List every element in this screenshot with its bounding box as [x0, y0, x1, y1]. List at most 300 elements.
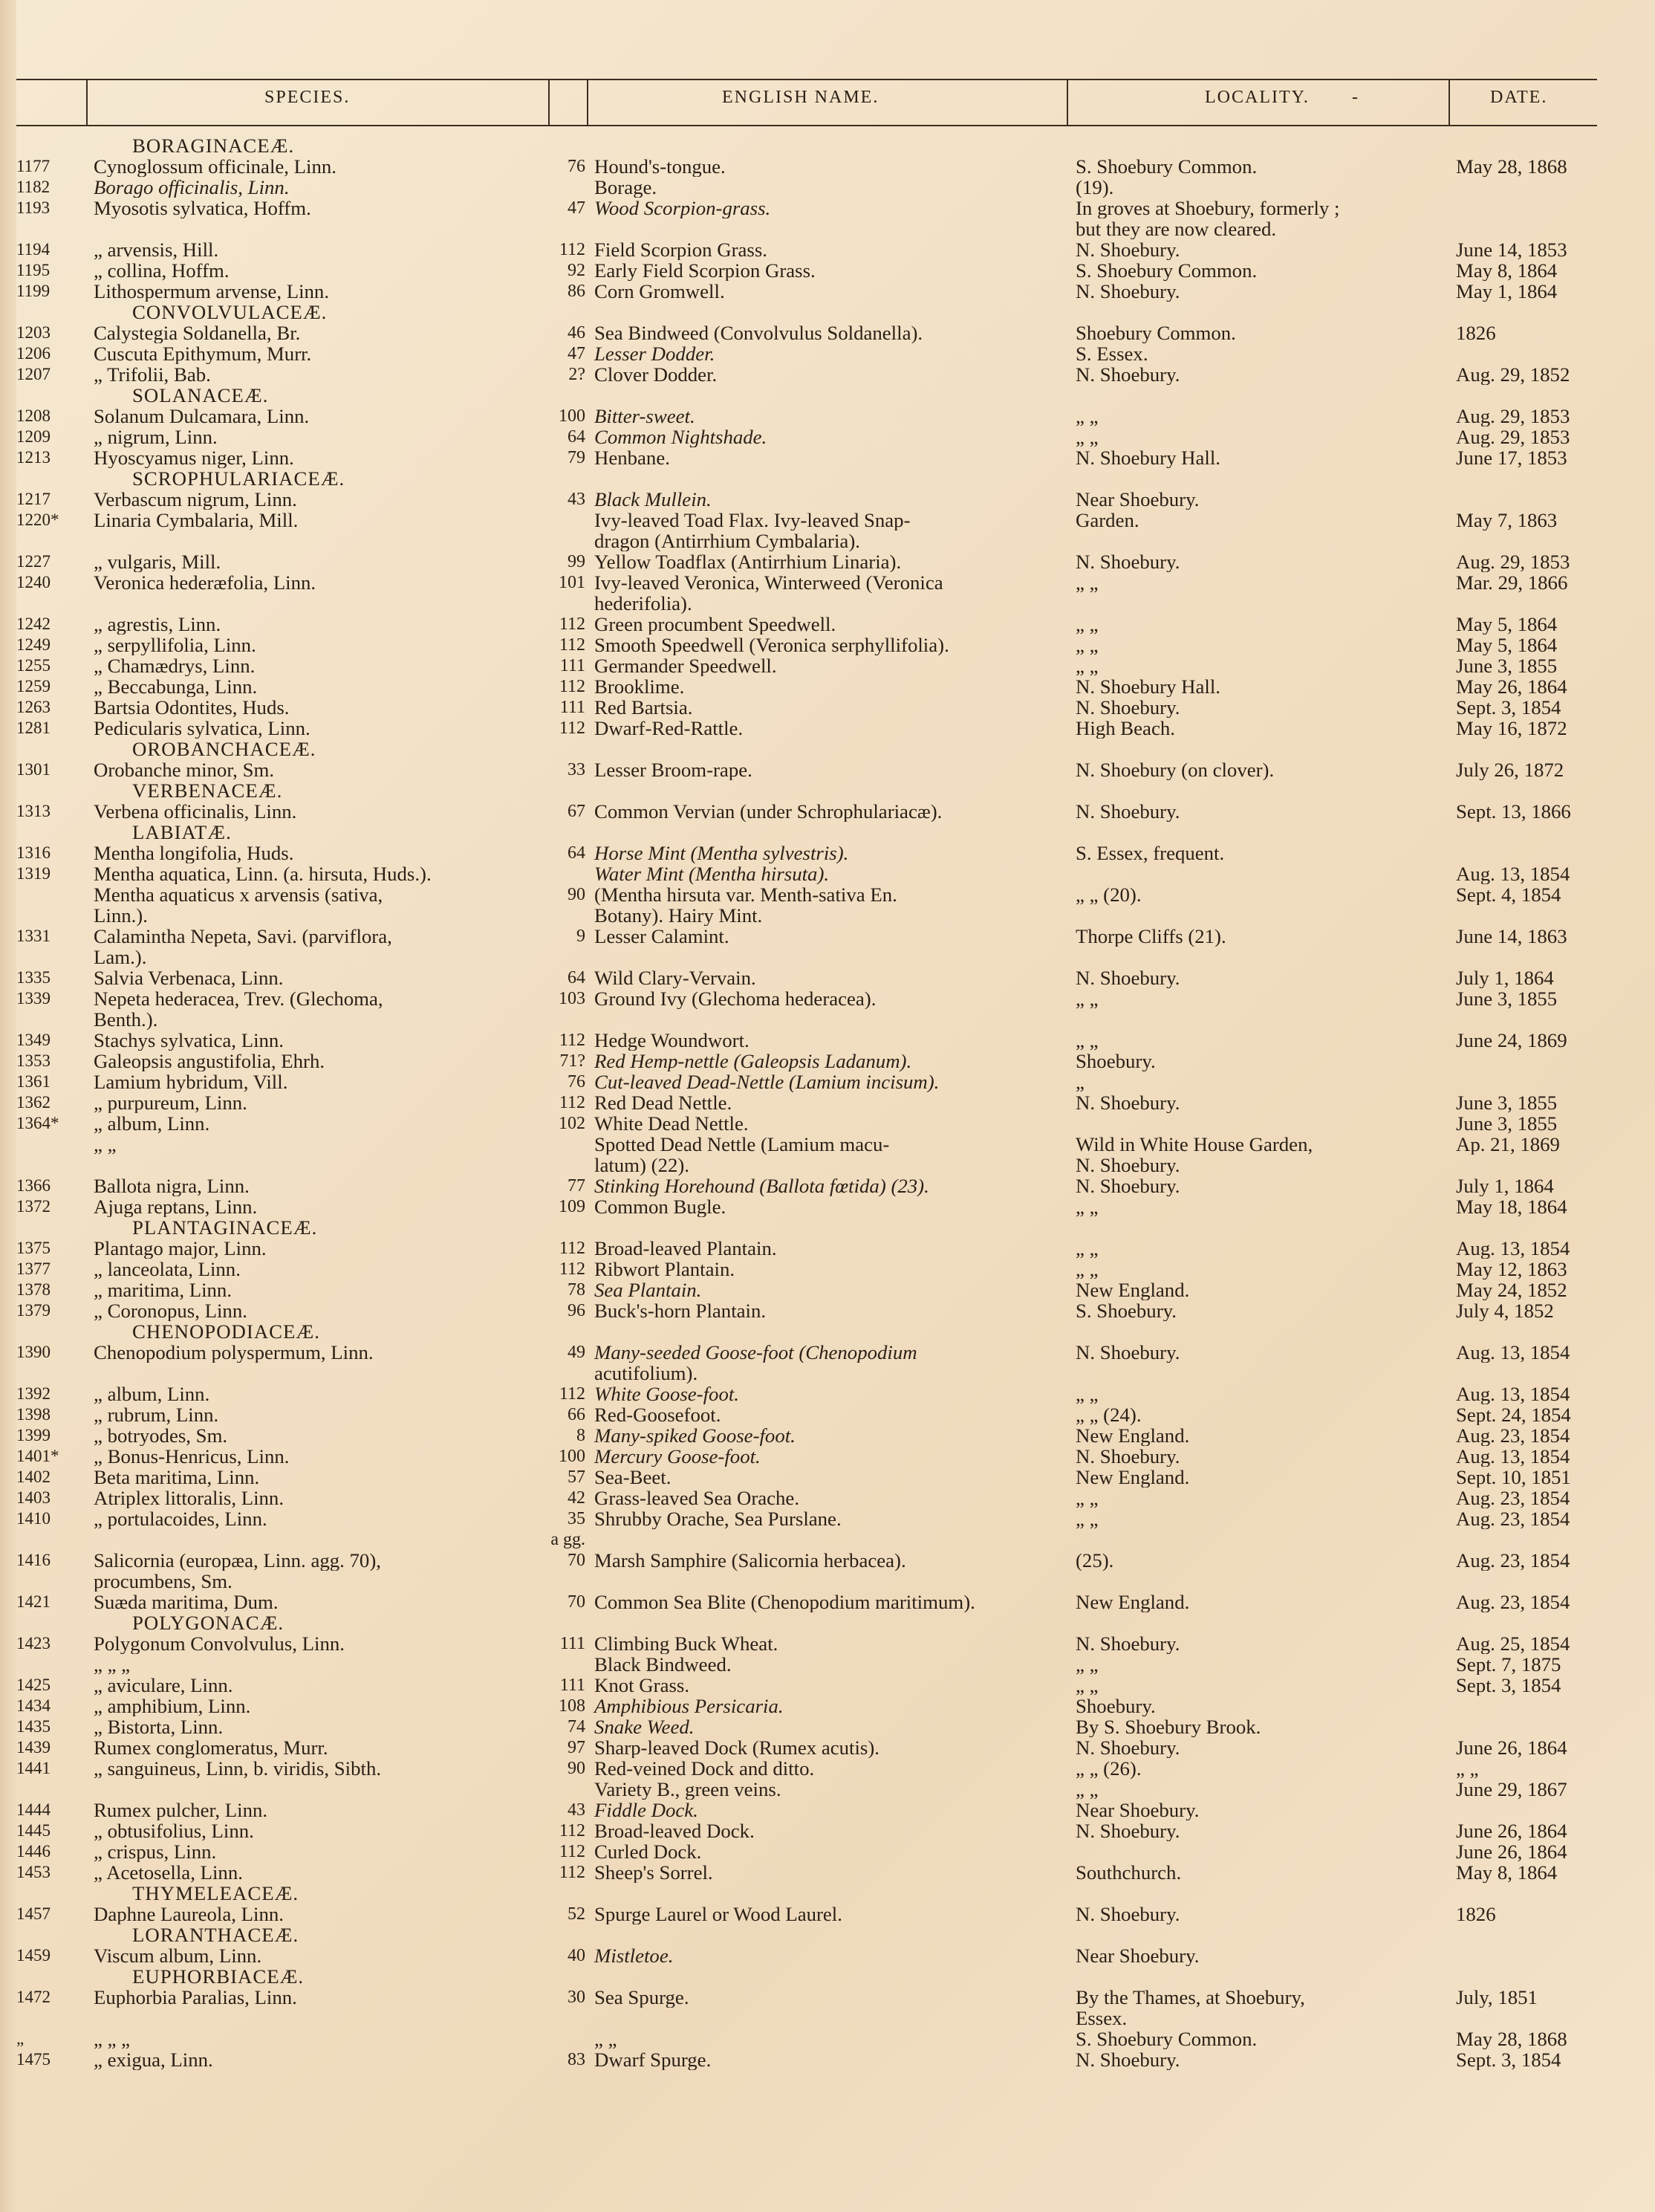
date: Aug. 23, 1854 — [1456, 1425, 1570, 1446]
table-row — [0, 1904, 1597, 1924]
plate-number: 30 — [568, 1988, 585, 2007]
record-number: 1361 — [16, 1072, 51, 1091]
date — [1447, 218, 1597, 239]
locality — [1067, 1321, 1447, 1342]
date: May 26, 1864 — [1456, 676, 1567, 697]
plate-number: 42 — [568, 1488, 585, 1508]
record-number — [0, 1529, 88, 1550]
locality: New England. — [1076, 1467, 1190, 1488]
record-number — [0, 218, 88, 239]
table-row — [0, 1425, 1597, 1446]
date: Aug. 29, 1853 — [1456, 406, 1570, 426]
column-divider — [86, 80, 88, 126]
date — [1447, 1696, 1597, 1716]
family-name: BORAGINACEÆ. — [132, 135, 295, 156]
plate-number: 99 — [568, 552, 585, 571]
plate-number: 112 — [559, 1384, 585, 1404]
english-name: Common Sea Blite (Chenopodium maritimum). — [594, 1592, 975, 1612]
locality: N. Shoebury. — [1076, 967, 1180, 988]
english-name — [590, 1217, 1067, 1238]
table-row — [0, 322, 1597, 343]
record-number: 1263 — [16, 698, 51, 716]
species-name — [88, 1363, 548, 1384]
record-number — [0, 1363, 88, 1384]
english-name: Spotted Dead Nettle (Lamium macu- — [594, 1134, 890, 1155]
species-name: „ Acetosella, Linn. — [94, 1862, 243, 1883]
species-name: „ sanguineus, Linn, b. viridis, Sibth. — [94, 1758, 382, 1779]
date — [1447, 198, 1597, 218]
record-number — [0, 780, 88, 801]
plate-number: 103 — [559, 989, 585, 1008]
table-row — [0, 156, 1597, 177]
table-row — [0, 843, 1597, 863]
plate-number: 112 — [559, 614, 585, 634]
english-name: Ivy-leaved Veronica, Winterweed (Veronica — [594, 572, 943, 593]
date: Aug. 23, 1854 — [1456, 1550, 1570, 1571]
date: July, 1851 — [1456, 1987, 1538, 2008]
table-row — [0, 1384, 1597, 1404]
table-row — [0, 406, 1597, 426]
family-heading-row — [0, 1966, 1597, 1987]
english-name: Red-Goosefoot. — [594, 1404, 721, 1425]
english-name: Hedge Woundwort. — [594, 1030, 750, 1051]
plate-number: 111 — [559, 1676, 585, 1695]
table-row — [0, 239, 1597, 260]
species-name: Linaria Cymbalaria, Mill. — [94, 510, 299, 531]
date: June 17, 1853 — [1456, 447, 1567, 468]
table-row — [0, 489, 1597, 510]
plate-number: 101 — [559, 573, 585, 592]
english-name: Black Bindweed. — [594, 1654, 732, 1675]
family-heading-row — [0, 135, 1597, 156]
english-name: „ „ — [594, 2028, 617, 2049]
table-row — [0, 947, 1597, 967]
species-name: „ Chamædrys, Linn. — [94, 655, 256, 676]
locality: By S. Shoebury Brook. — [1076, 1716, 1261, 1737]
species-name: Rumex conglomeratus, Murr. — [94, 1737, 328, 1758]
table-row — [0, 1696, 1597, 1716]
plate-number — [548, 177, 590, 198]
species-name: „ „ „ — [94, 1654, 131, 1675]
plate-number: 112 — [559, 1259, 585, 1279]
locality: but they are now cleared. — [1076, 218, 1277, 239]
date: Sept. 4, 1854 — [1456, 884, 1561, 905]
english-name: Henbane. — [594, 447, 670, 468]
family-heading-row — [0, 1217, 1597, 1238]
english-name: Lesser Calamint. — [594, 926, 729, 947]
locality: N. Shoebury Hall. — [1076, 676, 1220, 697]
locality: Near Shoebury. — [1076, 489, 1200, 510]
record-number — [0, 385, 88, 406]
date: Ap. 21, 1869 — [1456, 1134, 1560, 1155]
date: June 14, 1853 — [1456, 239, 1567, 260]
date: Aug. 23, 1854 — [1456, 1488, 1570, 1508]
species-name: Daphne Laureola, Linn. — [94, 1904, 284, 1924]
record-number: 1193 — [16, 198, 51, 217]
plate-number: 43 — [568, 490, 585, 509]
species-name: „ lanceolata, Linn. — [94, 1259, 241, 1279]
table-row — [0, 1841, 1597, 1862]
date: Aug. 29, 1853 — [1456, 551, 1570, 572]
family-name: OROBANCHACEÆ. — [132, 739, 316, 759]
species-name — [88, 593, 548, 614]
english-name: Common Nightshade. — [594, 426, 767, 447]
locality: S. Shoebury Common. — [1076, 260, 1258, 281]
species-name — [88, 218, 548, 239]
family-name: SCROPHULARIACEÆ. — [132, 468, 345, 489]
english-name: White Goose-foot. — [594, 1384, 739, 1404]
species-name: Lam.). — [94, 947, 147, 967]
date — [1447, 780, 1597, 801]
english-name: Hound's-tongue. — [594, 156, 726, 177]
table-row — [0, 281, 1597, 302]
english-name — [590, 218, 1067, 239]
family-name: LABIATÆ. — [132, 822, 232, 843]
family-heading-row — [0, 302, 1597, 322]
locality: „ „ — [1076, 1384, 1099, 1404]
record-number: 1410 — [16, 1509, 51, 1528]
table-row — [0, 1300, 1597, 1321]
date: June 3, 1855 — [1456, 1092, 1558, 1113]
species-name: Benth.). — [94, 1009, 158, 1030]
locality — [1067, 531, 1447, 551]
plate-number: 112 — [559, 1842, 585, 1861]
table-row — [0, 198, 1597, 218]
species-name: Ajuga reptans, Linn. — [94, 1196, 258, 1217]
plate-number — [548, 1217, 590, 1238]
species-name: Lamium hybridum, Vill. — [94, 1071, 288, 1092]
record-number: 1177 — [16, 157, 51, 175]
record-number — [0, 135, 88, 156]
record-number — [0, 1321, 88, 1342]
english-name: Ivy-leaved Toad Flax. Ivy-leaved Snap- — [594, 510, 911, 531]
locality: S. Shoebury. — [1076, 1300, 1177, 1321]
english-name: Germander Speedwell. — [594, 655, 777, 676]
record-number — [0, 822, 88, 843]
english-name: Red-veined Dock and ditto. — [594, 1758, 815, 1779]
locality: S. Essex, frequent. — [1076, 843, 1225, 863]
plate-number: 64 — [568, 427, 585, 447]
english-name: Climbing Buck Wheat. — [594, 1633, 778, 1654]
date — [1447, 1155, 1597, 1175]
locality: (19). — [1076, 177, 1114, 198]
english-name: latum) (22). — [594, 1155, 689, 1175]
species-name: „ nigrum, Linn. — [94, 426, 218, 447]
table-row — [0, 1945, 1597, 1966]
locality — [1067, 739, 1447, 759]
plate-number — [548, 593, 590, 614]
species-name — [88, 1779, 548, 1800]
english-name: Botany). Hairy Mint. — [594, 905, 763, 926]
date: Aug. 13, 1854 — [1456, 863, 1570, 884]
english-name: Common Vervian (under Schrophulariacæ). — [594, 801, 943, 822]
family-name: CONVOLVULACEÆ. — [132, 302, 328, 322]
table-row — [0, 1654, 1597, 1675]
species-name: „ amphibium, Linn. — [94, 1696, 251, 1716]
locality: N. Shoebury. — [1076, 364, 1180, 385]
table-row — [0, 260, 1597, 281]
date: July 1, 1864 — [1456, 967, 1554, 988]
locality: N. Shoebury. — [1076, 1737, 1180, 1758]
plate-number: 92 — [568, 261, 585, 280]
english-name — [590, 1571, 1067, 1592]
species-name: Lithospermum arvense, Linn. — [94, 281, 330, 302]
species-name: „ Bistorta, Linn. — [94, 1716, 224, 1737]
table-row — [0, 1196, 1597, 1217]
plate-number: 100 — [559, 1447, 585, 1466]
date: June 14, 1863 — [1456, 926, 1567, 947]
plate-number: a gg. — [550, 1530, 585, 1549]
species-name: Rumex pulcher, Linn. — [94, 1800, 268, 1820]
locality: N. Shoebury. — [1076, 801, 1180, 822]
locality: N. Shoebury Hall. — [1076, 447, 1220, 468]
plate-number: 112 — [559, 1863, 585, 1882]
plate-number: 112 — [559, 1239, 585, 1258]
plate-number: 70 — [568, 1592, 585, 1612]
table-row — [0, 1716, 1597, 1737]
record-number: 1457 — [16, 1904, 51, 1923]
record-number — [0, 593, 88, 614]
locality — [1067, 1883, 1447, 1904]
plate-number — [548, 1924, 590, 1945]
english-name: Many-spiked Goose-foot. — [594, 1425, 796, 1446]
plate-number — [548, 510, 590, 531]
english-name: Red Bartsia. — [594, 697, 693, 718]
locality — [1067, 1924, 1447, 1945]
date: June 24, 1869 — [1456, 1030, 1567, 1051]
record-number — [0, 1155, 88, 1175]
english-name: Shrubby Orache, Sea Purslane. — [594, 1508, 842, 1529]
locality: „ „ — [1076, 988, 1099, 1009]
english-name: Corn Gromwell. — [594, 281, 725, 302]
locality: „ „ (26). — [1076, 1758, 1142, 1779]
english-name: Fiddle Dock. — [594, 1800, 698, 1820]
plate-number: 112 — [559, 677, 585, 696]
record-number: 1301 — [16, 760, 51, 779]
english-name: Stinking Horehound (Ballota fœtida) (23). — [594, 1175, 929, 1196]
table-row — [0, 1446, 1597, 1467]
locality: N. Shoebury (on clover). — [1076, 759, 1275, 780]
table-row — [0, 1633, 1597, 1654]
species-name: „ Trifolii, Bab. — [94, 364, 211, 385]
family-heading-row — [0, 1321, 1597, 1342]
locality: N. Shoebury. — [1076, 239, 1180, 260]
locality: N. Shoebury. — [1076, 697, 1180, 718]
plate-number — [548, 947, 590, 967]
record-number: 1475 — [16, 2050, 51, 2069]
table-row — [0, 1113, 1597, 1134]
record-number — [0, 468, 88, 489]
family-heading-row — [0, 1883, 1597, 1904]
date — [1447, 1217, 1597, 1238]
record-number: 1434 — [16, 1696, 51, 1715]
species-name: Plantago major, Linn. — [94, 1238, 267, 1259]
date: May 28, 1868 — [1456, 156, 1567, 177]
record-number: 1390 — [16, 1343, 51, 1361]
plate-number: 74 — [568, 1717, 585, 1736]
column-divider — [1448, 80, 1450, 126]
record-number — [0, 1571, 88, 1592]
species-name: Verbena officinalis, Linn. — [94, 801, 297, 822]
date — [1447, 1051, 1597, 1071]
table-row — [0, 447, 1597, 468]
species-name: „ purpureum, Linn. — [94, 1092, 247, 1113]
table-row — [0, 1529, 1597, 1550]
record-number: 1379 — [16, 1301, 51, 1320]
table-row — [0, 1550, 1597, 1571]
locality: „ „ — [1076, 406, 1099, 426]
date: 1826 — [1456, 322, 1496, 343]
record-number: 1240 — [16, 573, 51, 591]
locality — [1067, 1571, 1447, 1592]
date — [1447, 468, 1597, 489]
record-number: 1339 — [16, 989, 51, 1008]
date: May 1, 1864 — [1456, 281, 1558, 302]
species-name: „ Beccabunga, Linn. — [94, 676, 258, 697]
english-name: Knot Grass. — [594, 1675, 690, 1696]
plate-number: 86 — [568, 282, 585, 301]
locality: N. Shoebury. — [1076, 551, 1180, 572]
table-row — [0, 1758, 1597, 1779]
plate-number: 47 — [568, 344, 585, 363]
record-number: 1399 — [16, 1426, 51, 1444]
record-number: 1398 — [16, 1405, 51, 1424]
english-name: Brooklime. — [594, 676, 685, 697]
date: Aug. 13, 1854 — [1456, 1342, 1570, 1363]
plate-number: 35 — [568, 1509, 585, 1528]
english-name: White Dead Nettle. — [594, 1113, 749, 1134]
species-name: „ vulgaris, Mill. — [94, 551, 221, 572]
date — [1447, 302, 1597, 322]
english-name — [590, 1883, 1067, 1904]
locality — [1067, 1217, 1447, 1238]
english-name: Grass-leaved Sea Orache. — [594, 1488, 800, 1508]
date: May 28, 1868 — [1456, 2028, 1567, 2049]
english-name — [590, 302, 1067, 322]
date: May 5, 1864 — [1456, 635, 1558, 655]
locality: „ „ — [1076, 572, 1099, 593]
date — [1447, 1883, 1597, 1904]
record-number: 1372 — [16, 1197, 51, 1216]
record-number — [0, 1883, 88, 1904]
english-name: Broad-leaved Plantain. — [594, 1238, 777, 1259]
english-name: Bitter-sweet. — [594, 406, 695, 426]
plate-number: 64 — [568, 968, 585, 987]
family-name: PLANTAGINACEÆ. — [132, 1217, 318, 1238]
record-number: 1249 — [16, 635, 51, 654]
locality: Thorpe Cliffs (21). — [1076, 926, 1226, 947]
record-number: 1435 — [16, 1717, 51, 1736]
plate-number: 112 — [559, 240, 585, 259]
record-number: 1441 — [16, 1759, 51, 1777]
record-number: 1401* — [16, 1447, 59, 1465]
species-name: „ obtusifolius, Linn. — [94, 1820, 254, 1841]
table-row — [0, 759, 1597, 780]
family-name: POLYGONACÆ. — [132, 1612, 284, 1633]
plate-number — [548, 1612, 590, 1633]
record-number: 1392 — [16, 1384, 51, 1403]
english-name — [590, 1924, 1067, 1945]
date: Aug. 29, 1853 — [1456, 426, 1570, 447]
english-name — [590, 468, 1067, 489]
record-number: 1353 — [16, 1051, 51, 1070]
species-name: „ rubrum, Linn. — [94, 1404, 219, 1425]
species-name — [88, 1529, 548, 1550]
locality-header-mark: - — [1352, 88, 1359, 107]
english-name: Red Hemp-nettle (Galeopsis Ladanum). — [594, 1051, 912, 1071]
plate-number — [548, 739, 590, 759]
plate-number: 83 — [568, 2050, 585, 2069]
table-row — [0, 1175, 1597, 1196]
plate-number — [548, 905, 590, 926]
table-row — [0, 801, 1597, 822]
locality: „ „ — [1076, 1196, 1099, 1217]
date — [1447, 1363, 1597, 1384]
plate-number — [548, 135, 590, 156]
plate-number — [548, 863, 590, 884]
species-name: Veronica hederæfolia, Linn. — [94, 572, 316, 593]
date — [1447, 947, 1597, 967]
date: June 3, 1855 — [1456, 988, 1558, 1009]
plate-number: 112 — [559, 1821, 585, 1840]
plate-number — [548, 780, 590, 801]
table-row — [0, 1279, 1597, 1300]
plate-number: 52 — [568, 1904, 585, 1924]
table-row — [0, 1009, 1597, 1030]
record-number: 1445 — [16, 1821, 51, 1840]
locality: Wild in White House Garden, — [1076, 1134, 1313, 1155]
record-number: 1377 — [16, 1259, 51, 1278]
locality — [1067, 822, 1447, 843]
locality — [1067, 468, 1447, 489]
date: July 4, 1852 — [1456, 1300, 1554, 1321]
record-number: 1425 — [16, 1676, 51, 1694]
date: Sept. 10, 1851 — [1456, 1467, 1571, 1488]
species-name: „ album, Linn. — [94, 1384, 210, 1404]
locality: „ „ — [1076, 1030, 1099, 1051]
locality: „ „ — [1076, 1488, 1099, 1508]
record-number — [0, 531, 88, 551]
species-name: „ album, Linn. — [94, 1113, 210, 1134]
table-row — [0, 177, 1597, 198]
plate-number: 79 — [568, 448, 585, 467]
species-name: procumbens, Sm. — [94, 1571, 233, 1592]
record-number: 1255 — [16, 656, 51, 675]
locality — [1067, 593, 1447, 614]
species-name: Verbascum nigrum, Linn. — [94, 489, 297, 510]
english-name: Mercury Goose-foot. — [594, 1446, 761, 1467]
locality: Near Shoebury. — [1076, 1945, 1200, 1966]
record-number — [0, 302, 88, 322]
date — [1447, 2008, 1597, 2028]
date — [1447, 1009, 1597, 1030]
plate-number: 40 — [568, 1946, 585, 1965]
english-name-column-header: ENGLISH NAME. — [722, 88, 879, 107]
plate-number — [548, 531, 590, 551]
english-name: Borage. — [594, 177, 657, 198]
record-number: 1207 — [16, 365, 51, 383]
species-name: Calamintha Nepeta, Savi. (parviflora, — [94, 926, 392, 947]
table-row — [0, 1800, 1597, 1820]
english-name: Many-seeded Goose-foot (Chenopodium — [594, 1342, 917, 1363]
locality: Garden. — [1076, 510, 1139, 531]
species-name: Mentha longifolia, Huds. — [94, 843, 294, 863]
english-name: Snake Weed. — [594, 1716, 695, 1737]
english-name: Smooth Speedwell (Veronica serphyllifolia). — [594, 635, 949, 655]
table-row — [0, 1071, 1597, 1092]
record-number: 1194 — [16, 240, 51, 259]
header-bottom-rule — [16, 125, 1597, 126]
